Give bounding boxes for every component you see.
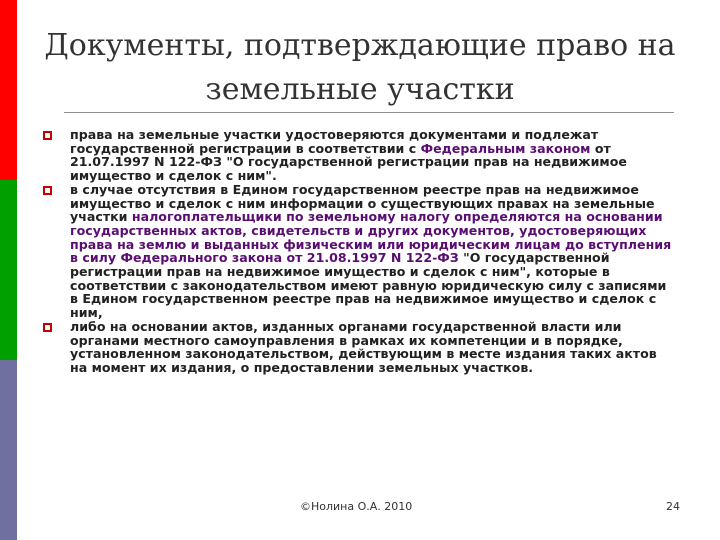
item-3-text: либо на основании актов, изданных органами государственной власти или органами местного самоуправления в рамках их компетенции и в порядке, установленном законодательством, действующим в месте издания таких актов на момент их издания, о предоставлении земельных участков.: [70, 318, 657, 375]
page-number: 24: [666, 500, 680, 513]
accent-bar-green: [0, 180, 17, 360]
item-1-text: права на земельные участки удостоверяются документами и подлежат государственной регистрации в соответствии с: [70, 127, 599, 156]
item-2-text-end: "О государственной регистрации прав на недвижимое имущество и сделок с ним", которые в соответствии с законодательством имеют равную юридическую силу с записями в Едином государственном реестре прав на недвижимое имущество и сделок с ним,: [70, 250, 667, 321]
item-1-text-end: от 21.07.1997 N 122-ФЗ "О государственной регистрации прав на недвижимое имущество и сделок с ним".: [70, 140, 627, 184]
law-link[interactable]: Федеральным законом: [420, 140, 591, 156]
slide-title: [40, 24, 680, 112]
bullet-list: [70, 128, 674, 375]
item-2-text: в случае отсутствия в Едином государственном реестре прав на недвижимое имущество и сделок с ним информации о существующих правах на земельные участки: [70, 181, 655, 225]
square-bullet-icon: [43, 323, 52, 332]
bullet-item-3: [70, 320, 674, 375]
title-line-1: Документы, подтверждающие право на: [44, 28, 676, 63]
bullet-item-1: [70, 128, 674, 183]
title-line-2: земельные участки: [205, 72, 515, 107]
square-bullet-icon: [43, 186, 52, 195]
square-bullet-icon: [43, 131, 52, 140]
accent-bar-purple: [0, 360, 17, 540]
bullet-item-2: [70, 183, 674, 320]
item-2-highlight: налогоплательщики по земельному налогу определяются на основании государственных актов, свидетельств и других документов, удостоверяющих права на землю и выданных физическим или юридическим лицам до вступления в силу Федерального закона от 21.08.1997 N 122-ФЗ: [70, 209, 672, 266]
left-accent-bar: [0, 0, 17, 540]
title-divider: [64, 112, 674, 113]
footer-author: ©Нолина О.А. 2010: [300, 500, 413, 513]
accent-bar-red: [0, 0, 17, 180]
